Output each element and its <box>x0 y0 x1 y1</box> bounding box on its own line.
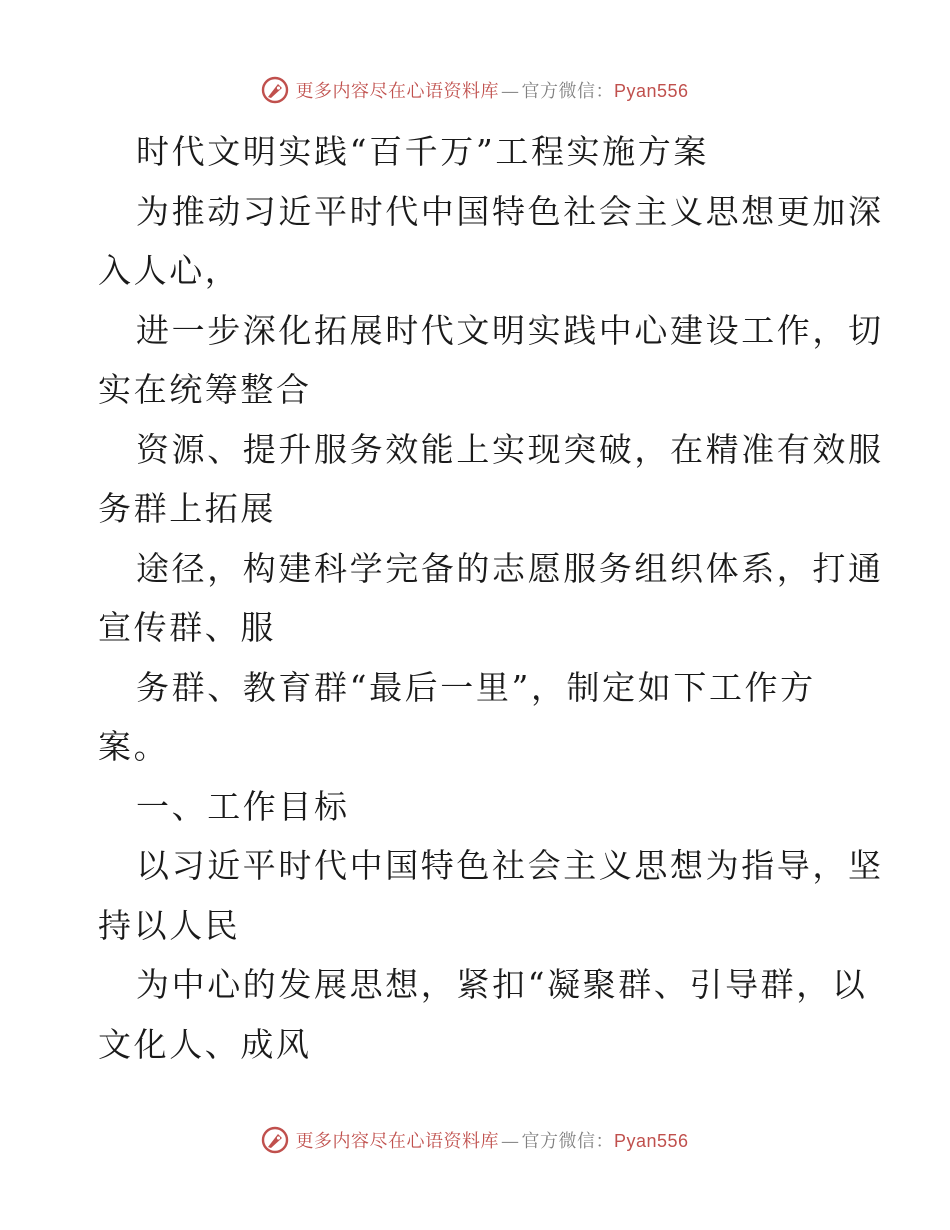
header-watermark-banner <box>0 70 950 110</box>
footer-watermark-banner <box>0 1120 950 1160</box>
watermark-wechat-label: 官方微信： <box>521 81 614 102</box>
paragraph-line: 进一步深化拓展时代文明实践中心建设工作，切 <box>136 310 884 350</box>
watermark-main-text: 更多内容尽在心语资料库 <box>295 81 499 102</box>
paragraph-line: 文化人、成风 <box>98 1024 312 1064</box>
document-body <box>98 122 884 1074</box>
watermark-dash: — <box>500 81 520 102</box>
pen-nib-logo-icon <box>261 1126 289 1154</box>
paragraph-line: 务群、教育群“最后一里”，制定如下工作方 <box>136 667 816 707</box>
pen-nib-logo-icon <box>261 76 289 104</box>
paragraph-line: 入人心， <box>98 251 241 290</box>
watermark-wechat-label: 官方微信： <box>521 1131 614 1152</box>
watermark-handle: Pyan556 <box>613 1131 689 1151</box>
document-title: 时代文明实践“百千万”工程实施方案 <box>136 132 709 171</box>
paragraph-line: 资源、提升服务效能上实现突破，在精准有效服 <box>136 429 884 469</box>
paragraph-line: 以习近平时代中国特色社会主义思想为指导，坚 <box>136 846 884 885</box>
watermark-text <box>295 77 688 103</box>
paragraph-line: 为推动习近平时代中国特色社会主义思想更加深 <box>136 191 884 231</box>
paragraph-line: 务群上拓展 <box>98 489 276 528</box>
section-heading: 一、工作目标 <box>136 786 350 826</box>
watermark-text <box>295 1127 688 1153</box>
paragraph-line: 实在统筹整合 <box>98 370 312 409</box>
paragraph-line: 为中心的发展思想，紧扣“凝聚群、引导群，以 <box>136 965 868 1004</box>
paragraph-line: 持以人民 <box>98 905 241 945</box>
paragraph-line: 途径，构建科学完备的志愿服务组织体系，打通 <box>136 548 884 588</box>
paragraph-line: 宣传群、服 <box>98 608 276 647</box>
paragraph-line: 案。 <box>98 727 170 766</box>
watermark-handle: Pyan556 <box>613 81 689 101</box>
watermark-dash: — <box>500 1131 520 1152</box>
watermark-main-text: 更多内容尽在心语资料库 <box>295 1131 499 1152</box>
